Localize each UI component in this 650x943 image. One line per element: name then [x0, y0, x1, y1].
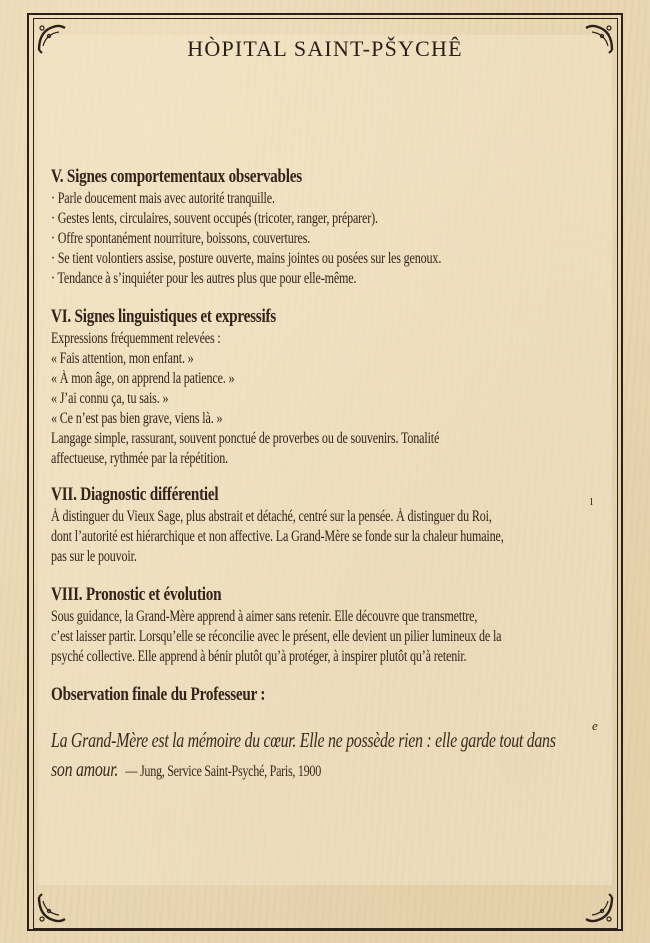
section-heading: Observation finale du Professeur : — [51, 684, 266, 705]
stray-mark: l — [590, 496, 594, 508]
text-line: À distinguer du Vieux Sage, plus abstrait et détaché, centré sur la pensée. À distinguer du Roi, — [51, 508, 492, 525]
list-item: · Se tient volontiers assise, posture ouverte, mains jointes ou posées sur les genoux. — [51, 250, 442, 267]
section-differential-diagnosis — [51, 483, 631, 567]
expression-quote: « À mon âge, on apprend la patience. » — [51, 370, 235, 387]
list-item: · Tendance à s’inquiéter pour les autres plus que pour elle-même. — [51, 270, 357, 287]
text-line: affectueuse, rythmée par la répétition. — [51, 450, 228, 467]
inner-border — [33, 18, 618, 929]
text-line: Expressions fréquemment relevées : — [51, 330, 221, 347]
text-line: dont l’autorité est hiérarchique et non affective. La Grand-Mère se fonde sur la chaleur humaine, — [51, 528, 504, 545]
quote-line: La Grand-Mère est la mémoire du cœur. Elle ne possède rien : elle garde tout dans — [51, 728, 556, 752]
text-line: Langage simple, rassurant, souvent ponctué de proverbes ou de souvenirs. Tonalité — [51, 430, 440, 447]
text-line: Sous guidance, la Grand-Mère apprend à aimer sans retenir. Elle découvre que transmettre, — [51, 608, 478, 625]
list-item: · Gestes lents, circulaires, souvent occupés (tricoter, ranger, préparer). — [51, 210, 378, 227]
section-prognosis — [51, 583, 628, 667]
signature: — Jung, Service Saint-Psyché, Paris, 1900 — [125, 763, 321, 780]
page-title: HÒPITAL SAINT-PŠYCHÊ — [187, 36, 463, 61]
text-line: psyché collective. Elle apprend à bénir plutôt qu’à protéger, à inspirer plutôt qu’à retenir. — [51, 648, 467, 665]
section-heading: VII. Diagnostic différentiel — [51, 484, 219, 505]
section-heading: V. Signes comportementaux observables — [51, 166, 302, 187]
section-linguistic-signs — [51, 305, 549, 469]
section-heading: VIII. Pronostic et évolution — [51, 584, 222, 605]
section-behavioral-signs — [51, 165, 551, 289]
text-line: c’est laisser partir. Lorsqu’elle se réconcilie avec le présent, elle devient un pilier lumineux de la — [51, 628, 502, 645]
list-item: · Offre spontanément nourriture, boissons, couvertures. — [51, 230, 311, 247]
stray-mark: e — [592, 718, 598, 733]
expression-quote: « J’ai connu ça, tu sais. » — [51, 390, 169, 407]
list-item: · Parle doucement mais avec autorité tranquille. — [51, 190, 275, 207]
final-quote — [51, 726, 650, 786]
expression-quote: « Ce n’est pas bien grave, viens là. » — [51, 410, 223, 427]
section-final-observation — [51, 683, 319, 707]
quote-line-with-signature — [51, 755, 556, 786]
expression-quote: « Fais attention, mon enfant. » — [51, 350, 194, 367]
section-heading: VI. Signes linguistiques et expressifs — [51, 306, 276, 327]
corner-flourish-icon — [582, 893, 616, 927]
quote-line: son amour. — [51, 757, 119, 781]
corner-flourish-icon — [35, 893, 69, 927]
text-line: pas sur le pouvoir. — [51, 548, 137, 565]
